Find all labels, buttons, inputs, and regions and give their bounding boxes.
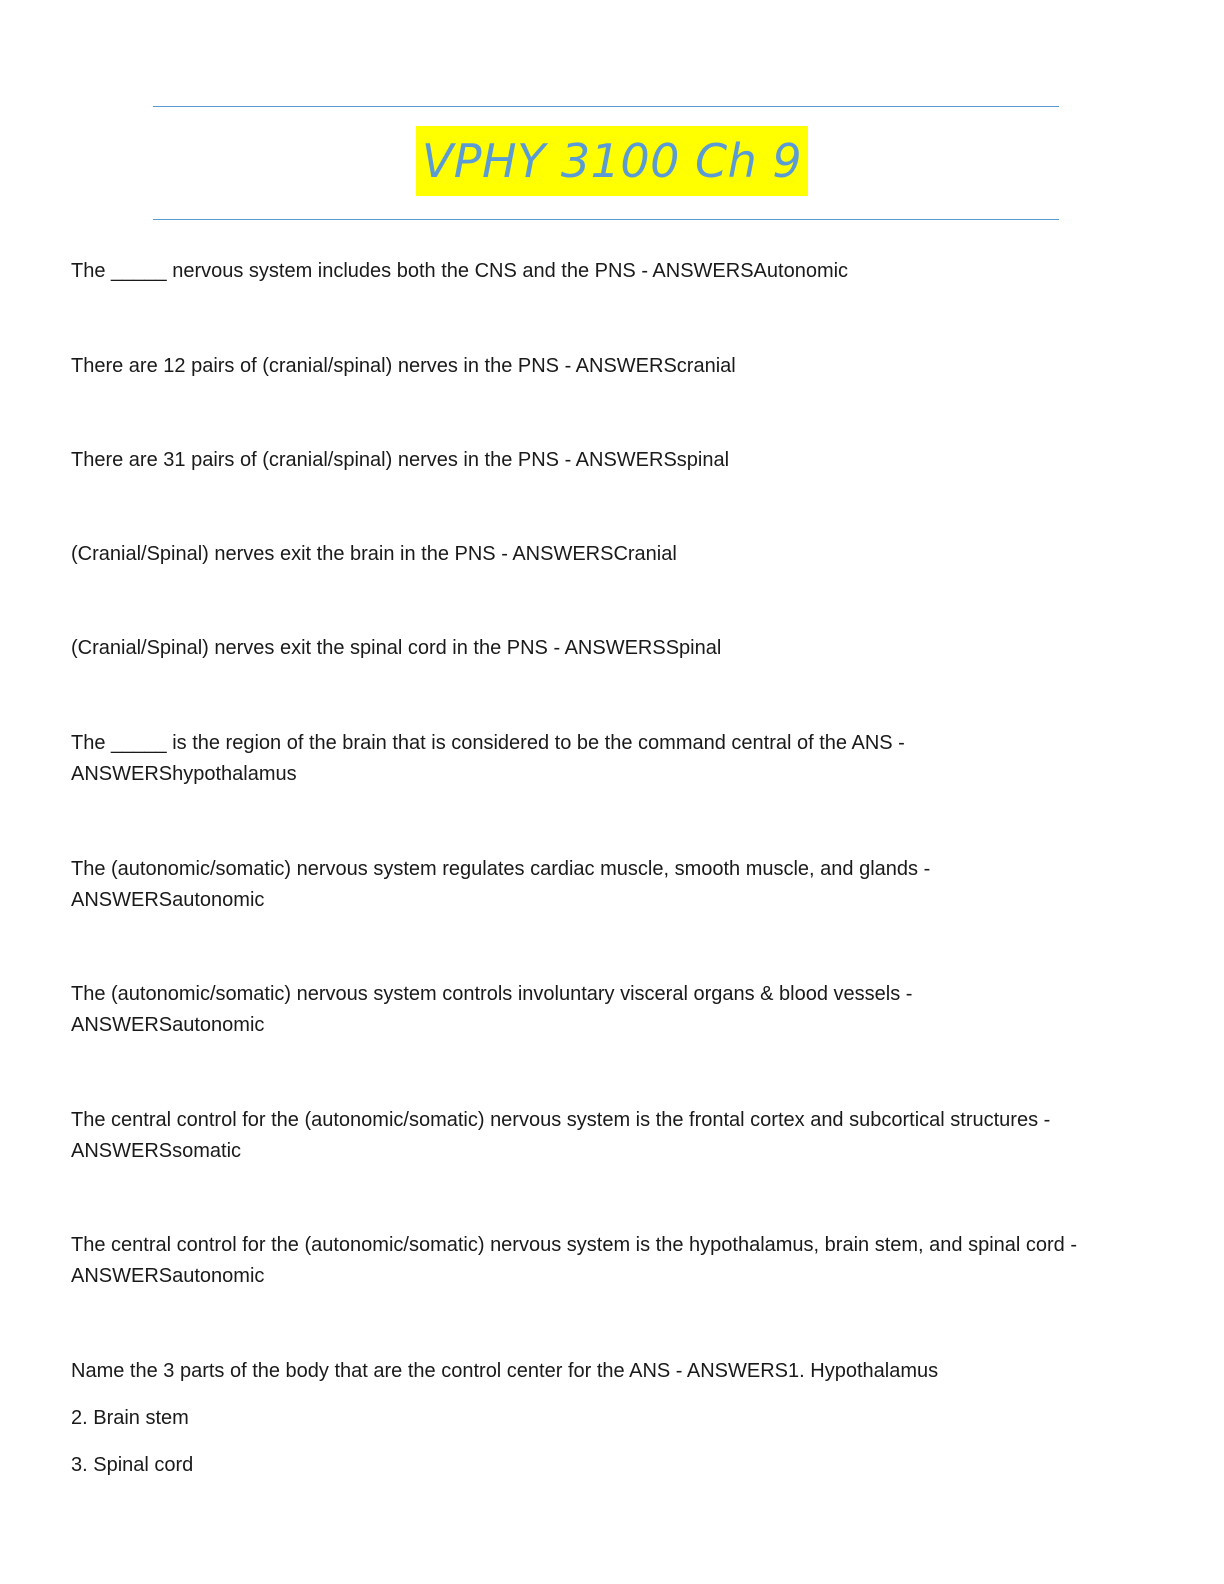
qa-item-5: (Cranial/Spinal) nerves exit the spinal cord in the PNS - ANSWERSSpinal	[71, 637, 722, 659]
title-rule-bottom	[153, 219, 1059, 220]
qa-item-8: The (autonomic/somatic) nervous system controls involuntary visceral organs & blood vessels - ANSWERSautonomic	[71, 983, 913, 1036]
qa-item-12: 2. Brain stem	[71, 1407, 189, 1429]
qa-item-3: There are 31 pairs of (cranial/spinal) nerves in the PNS - ANSWERSspinal	[71, 449, 730, 471]
qa-item-13: 3. Spinal cord	[71, 1454, 194, 1476]
page-title: VPHY 3100 Ch 9	[416, 126, 808, 196]
qa-item-2: There are 12 pairs of (cranial/spinal) nerves in the PNS - ANSWERScranial	[71, 355, 736, 377]
qa-item-10: The central control for the (autonomic/somatic) nervous system is the hypothalamus, brain stem, and spinal cord - ANSWERSautonomic	[71, 1234, 1078, 1287]
qa-item-9: The central control for the (autonomic/somatic) nervous system is the frontal cortex and subcortical structures - ANSWERSsomatic	[71, 1109, 1051, 1162]
qa-item-7: The (autonomic/somatic) nervous system regulates cardiac muscle, smooth muscle, and glands - ANSWERSautonomic	[71, 858, 931, 911]
qa-item-11: Name the 3 parts of the body that are the control center for the ANS - ANSWERS1. Hypothalamus	[71, 1360, 939, 1382]
title-rule-top	[153, 106, 1059, 107]
qa-item-6: The _____ is the region of the brain that is considered to be the command central of the ANS - ANSWERShypothalamus	[71, 732, 905, 785]
qa-item-4: (Cranial/Spinal) nerves exit the brain in the PNS - ANSWERSCranial	[71, 543, 677, 565]
qa-item-1: The _____ nervous system includes both the CNS and the PNS - ANSWERSAutonomic	[71, 260, 849, 282]
title-wrapper	[0, 126, 1224, 196]
